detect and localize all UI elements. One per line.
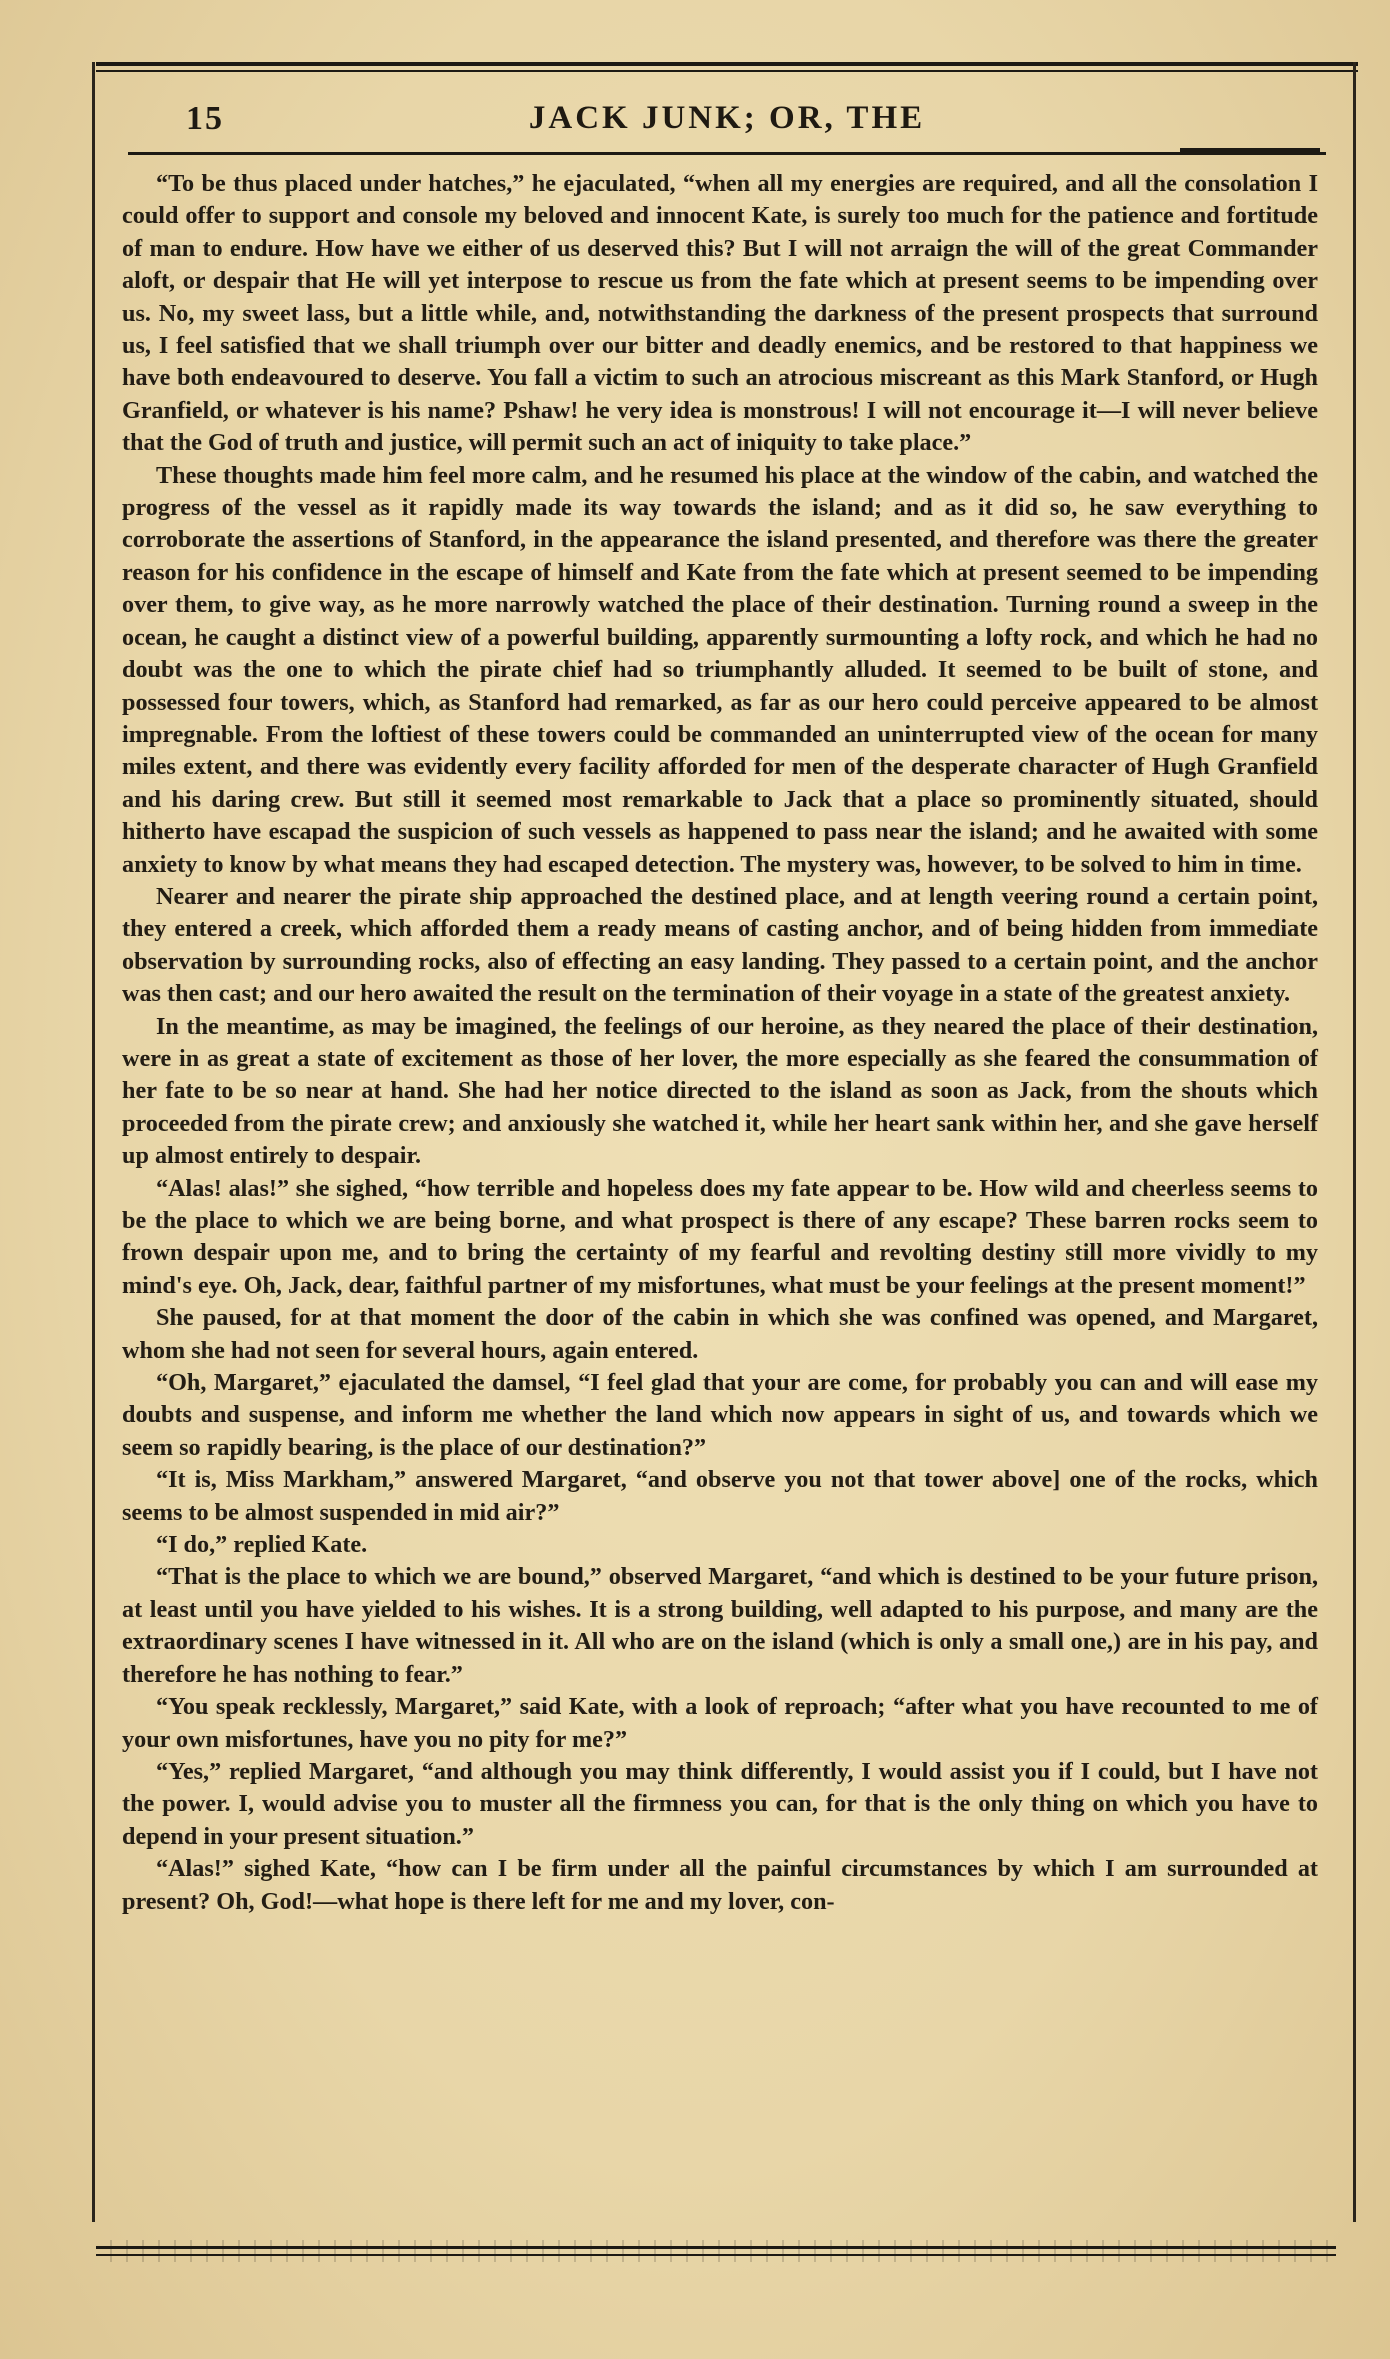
page-number: 15 (186, 100, 224, 137)
paragraph: “Yes,” replied Margaret, “and although you may think differently, I would assist you if I could, but I have not the power. I, would advise you to muster all the firmness you can, for that is the only thing on which you have to depend in your present situation.” (122, 1757, 1318, 1850)
header-rule-ornament (1180, 148, 1320, 153)
paragraph: In the meantime, as may be imagined, the feelings of our heroine, as they neared the place of their destination, were in as great a state of excitement as those of her lover, the more especially as she feared the consummation of her fate to be so near at hand. She had her notice directed to the island as soon as Jack, from the shouts which proceeded from the pirate crew; and anxiously she watched it, while her heart sank within her, and she gave herself up almost entirely to despair. (122, 1012, 1318, 1170)
right-frame-line (1353, 62, 1356, 2222)
header-rule (128, 152, 1326, 155)
paragraph: “I do,” replied Kate. (156, 1531, 368, 1559)
top-border-rule-thin (96, 70, 1358, 72)
bottom-border-rule-thin (96, 2254, 1336, 2256)
paragraph: These thoughts made him feel more calm, and he resumed his place at the window of the cabin, and watched the progress of the vessel as it rapidly made its way towards the island; and as it did so, he saw everything to corroborate the assertions of Stanford, in the appearance the island presented, and therefore was there the greater reason for his confidence in the escape of himself and Kate from the fate which at present seemed to be impending over them, to give way, as he more narrowly watched the place of their destination. Turning round a sweep in the ocean, he caught a distinct view of a powerful building, apparently surmounting a lofty rock, and which he had no doubt was the one to which the pirate chief had so triumphantly alluded. It seemed to be built of stone, and possessed four towers, which, as Stanford had remarked, as far as our hero could perceive appeared to be almost impregnable. From the loftiest of these towers could be commanded an uninterrupted view of the ocean for many miles extent, and there was evidently every facility afforded for men of the desperate character of Hugh Granfield and his daring crew. But still it seemed most remarkable to Jack that a place so prominently situated, should hitherto have escapad the suspicion of such vessels as happened to pass near the island; and he awaited with some anxiety to know by what means they had escaped detection. The mystery was, however, to be solved to him in time. (122, 461, 1318, 878)
paragraph: “Alas!” sighed Kate, “how can I be firm under all the painful circumstances by which I am surrounded at present? Oh, God!—what hope is there left for me and my lover, con- (122, 1855, 1318, 1915)
paragraph: She paused, for at that moment the door of the cabin in which she was confined was opened, and Margaret, whom she had not seen for several hours, again entered. (122, 1304, 1318, 1364)
paragraph: “To be thus placed under hatches,” he ejaculated, “when all my energies are required, and all the consolation I could offer to support and console my beloved and innocent Kate, is surely too much for the patience and fortitude of man to endure. How have we either of us deserved this? But I will not arraign the will of the great Commander aloft, or despair that He will yet interpose to rescue us from the fate which at present seems to be impending over us. No, my sweet lass, but a little while, and, notwithstanding the darkness of the present prospects that surround us, I feel satisfied that we shall triumph over our bitter and deadly enemics, and be restored to that happiness we have both endeavoured to deserve. You fall a victim to such an atrocious miscreant as this Mark Stanford, or Hugh Granfield, or whatever is his name? Pshaw! he very idea is monstrous! I will not encourage it—I will never believe that the God of truth and justice, will permit such an act of iniquity to take place.” (122, 170, 1318, 457)
article-body (122, 168, 1318, 1918)
running-title: JACK JUNK; OR, THE (528, 100, 926, 136)
top-border-rule (96, 62, 1358, 66)
paragraph: “Alas! alas!” she sighed, “how terrible and hopeless does my fate appear to be. How wild and cheerless seems to be the place to which we are being borne, and what prospect is there of any escape? These barren rocks seem to frown despair upon me, and to bring the certainty of my fearful and revolting destiny still more vividly to my mind's eye. Oh, Jack, dear, faithful partner of my misfortunes, what must be your feelings at the present moment!” (122, 1174, 1318, 1299)
left-frame-line (92, 62, 95, 2222)
paragraph: “It is, Miss Markham,” answered Margaret, “and observe you not that tower above] one of the rocks, which seems to be almost suspended in mid air?” (122, 1466, 1318, 1526)
paragraph: Nearer and nearer the pirate ship approached the destined place, and at length veering round a certain point, they entered a creek, which afforded them a ready means of casting anchor, and of being hidden from immediate observation by surrounding rocks, also of effecting an easy landing. They passed to a certain point, and the anchor was then cast; and our hero awaited the result on the termination of their voyage in a state of the greatest anxiety. (122, 882, 1318, 1008)
paragraph: “You speak recklessly, Margaret,” said Kate, with a look of reproach; “after what you have recounted to me of your own misfortunes, have you no pity for me?” (122, 1693, 1318, 1753)
paragraph: “That is the place to which we are bound,” observed Margaret, “and which is destined to be your future prison, at least until you have yielded to his wishes. It is a strong building, well adapted to his purpose, and many are the extraordinary scenes I have witnessed in it. All who are on the island (which is only a small one,) are in his pay, and therefore he has nothing to fear.” (122, 1563, 1318, 1688)
bottom-border-rule (96, 2246, 1336, 2249)
page-header (96, 94, 1358, 150)
bottom-ornament-rule (96, 2240, 1336, 2262)
paragraph: “Oh, Margaret,” ejaculated the damsel, “I feel glad that your are come, for probably you can and will ease my doubts and suspense, and inform me whether the land which now appears in sight of us, and towards which we seem so rapidly bearing, is the place of our destination?” (122, 1369, 1318, 1461)
